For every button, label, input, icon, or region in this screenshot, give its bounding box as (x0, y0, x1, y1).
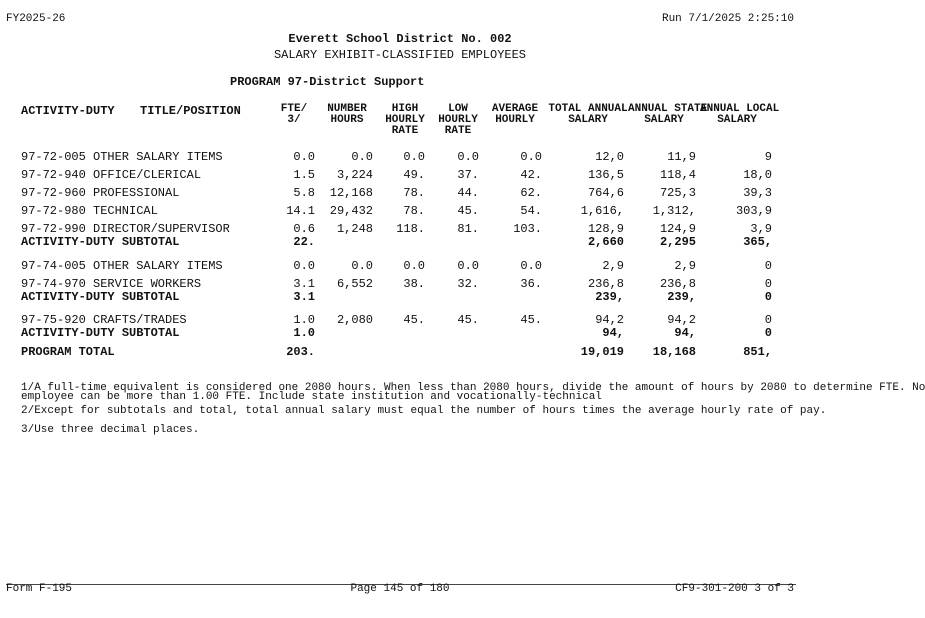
program-total-row: PROGRAM TOTAL 203. 19,019 18,168 851, (21, 345, 772, 359)
table-row: 97-72-005 OTHER SALARY ITEMS 0.0 0.0 0.0 0.0 0.0 12,0 11,9 9 (21, 150, 772, 164)
col-average-hourly-rate: AVERAGE HOURLY (491, 103, 539, 126)
note-3: 3/Use three decimal places. (21, 424, 200, 436)
table-row: 97-72-960 PROFESSIONAL 5.8 12,168 78. 44. 62. 764,6 725,3 39,3 (21, 186, 772, 200)
page-number: Page 145 of 180 (350, 583, 450, 595)
note-2: 2/Except for subtotals and total, total annual salary must equal the number of hours times the average hourly rate of pay. (21, 405, 827, 417)
table-row: 97-74-005 OTHER SALARY ITEMS 0.0 0.0 0.0 0.0 0.0 2,9 2,9 0 (21, 259, 772, 273)
col-title-position: TITLE/POSITION (140, 104, 241, 118)
table-row: 97-72-980 TECHNICAL 14.1 29,432 78. 45. 54. 1,616, 1,312, 303,9 (21, 204, 772, 218)
col-number-hours: NUMBER HOURS (327, 103, 367, 126)
report-title: SALARY EXHIBIT-CLASSIFIED EMPLOYEES (273, 48, 527, 62)
table-row: 97-72-990 DIRECTOR/SUPERVISOR 0.6 1,248 118. 81. 103. 128,9 124,9 3,9 (21, 222, 772, 236)
col-total-annual-salary: TOTAL ANNUAL SALARY (548, 103, 628, 126)
run-date: Run 7/1/2025 2:25:10 (661, 13, 794, 25)
table-row: 97-75-920 CRAFTS/TRADES 1.0 2,080 45. 45. 45. 94,2 94,2 0 (21, 313, 772, 327)
subtotal-row: ACTIVITY-DUTY SUBTOTAL 3.1 239, 239, 0 (21, 290, 772, 304)
district-name: Everett School District No. 002 (288, 32, 512, 46)
table-row: 97-72-940 OFFICE/CLERICAL 1.5 3,224 49. 37. 42. 136,5 118,4 18,0 (21, 168, 772, 182)
form-code: CF9-301-200 3 of 3 (675, 583, 794, 595)
col-annual-state-salary: ANNUAL STATE SALARY (628, 103, 708, 126)
col-annual-local-salary: ANNUAL LOCAL SALARY (700, 103, 780, 126)
note-1-line-2: employee can be more than 1.00 FTE. Include state institution and vocationally-technical (21, 391, 602, 403)
fiscal-year: FY2025-26 (6, 13, 66, 25)
table-row: 97-74-970 SERVICE WORKERS 3.1 6,552 38. 32. 36. 236,8 236,8 0 (21, 277, 772, 291)
subtotal-row: ACTIVITY-DUTY SUBTOTAL 1.0 94, 94, 0 (21, 326, 772, 340)
col-high-hourly-rate: HIGH HOURLY RATE (385, 103, 425, 137)
col-activity-duty: ACTIVITY-DUTY (21, 104, 115, 118)
program-title: PROGRAM 97-District Support (230, 75, 425, 89)
note-1-line-1: 1/A full-time equivalent is considered one 2080 hours. When less than 2080 hours, divide the amount of hours by 2080 to determine FTE. No (21, 382, 925, 394)
form-number: Form F-195 (6, 583, 73, 595)
col-low-hourly-rate: LOW HOURLY RATE (438, 103, 478, 137)
col-fte: FTE/ 3/ (280, 103, 308, 126)
subtotal-row: ACTIVITY-DUTY SUBTOTAL 22. 2,660 2,295 365, (21, 235, 772, 249)
